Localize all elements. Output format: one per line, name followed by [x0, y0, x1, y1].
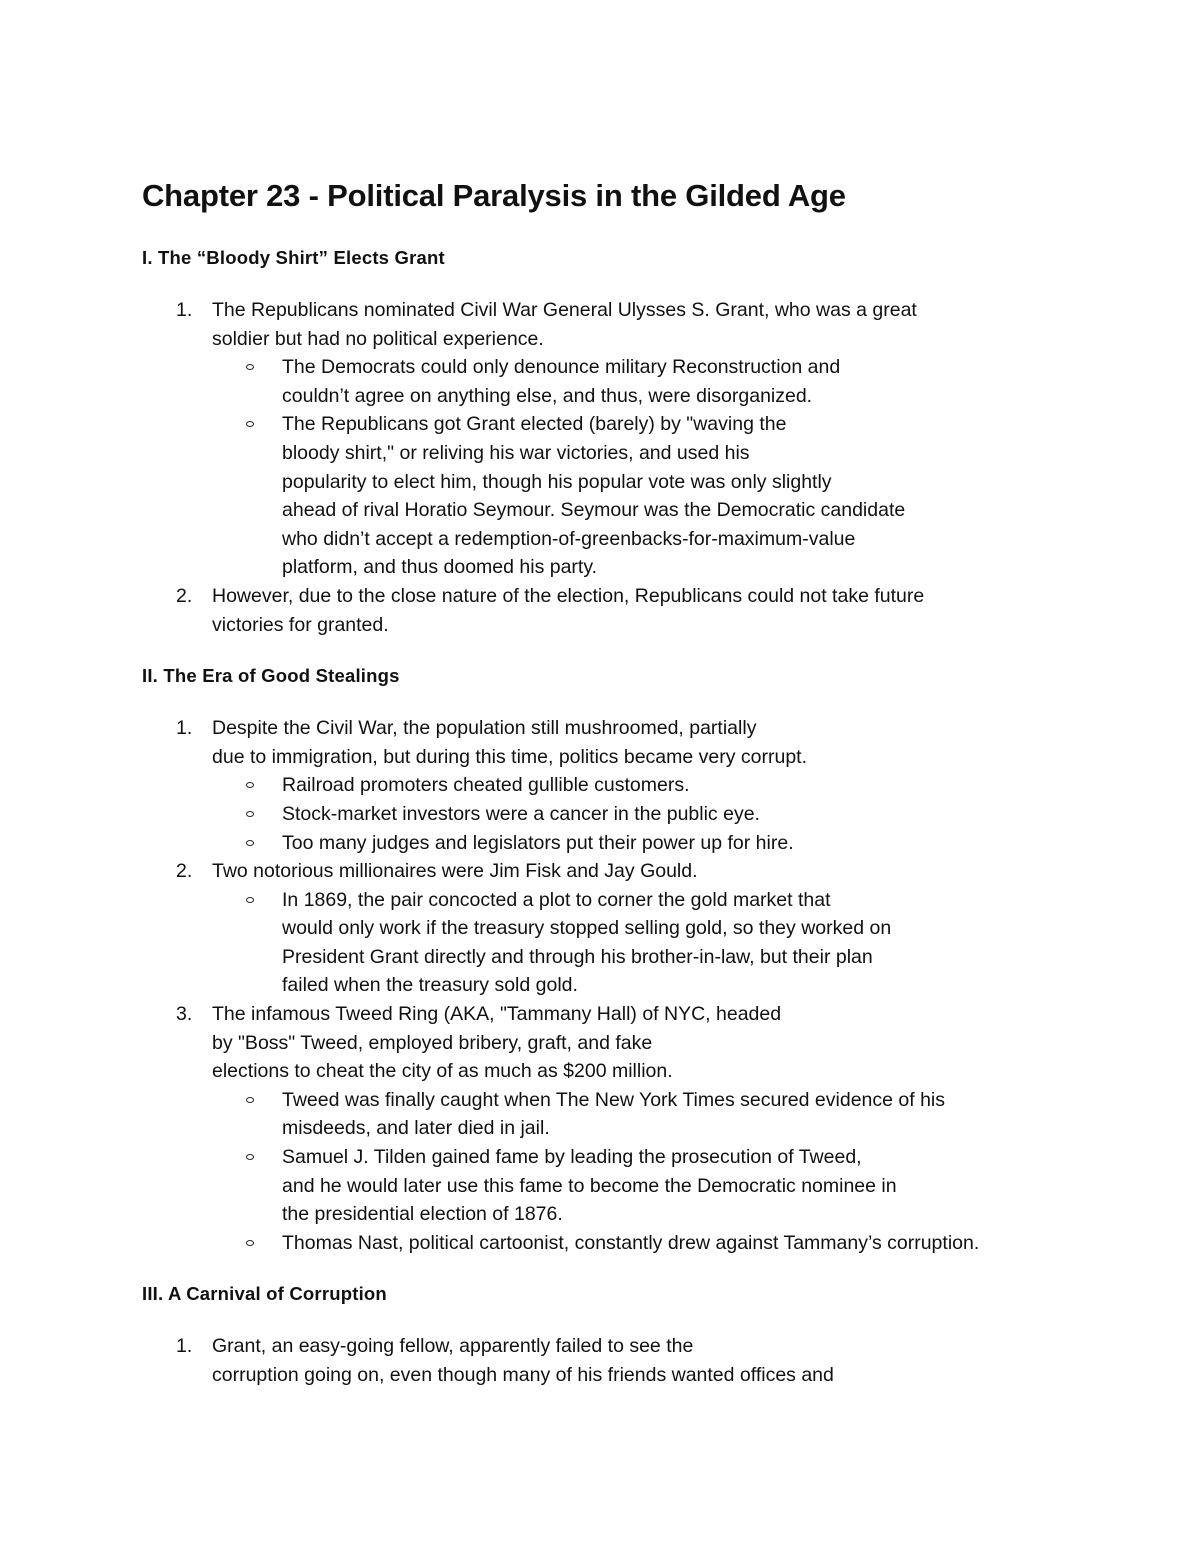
sub-bullet-line	[142, 410, 1082, 439]
hollow-bullet-icon	[246, 1154, 254, 1160]
sub-bullet-line	[142, 1114, 1082, 1143]
line-text: bloody shirt," or reliving his war victories, and used his	[282, 441, 750, 464]
numbered-item-line	[142, 1029, 1082, 1058]
sub-bullet-line	[142, 771, 1082, 800]
line-text: platform, and thus doomed his party.	[282, 556, 598, 579]
numbered-item-line	[142, 714, 1082, 743]
list-number: 1.	[176, 717, 193, 740]
hollow-bullet-icon	[246, 782, 254, 788]
sub-bullet-line	[142, 468, 1082, 497]
numbered-item-line	[142, 1000, 1082, 1029]
sub-bullet-line	[142, 1172, 1082, 1201]
section-heading: III. A Carnival of Corruption	[142, 1283, 387, 1305]
sub-bullet-line	[142, 553, 1082, 582]
numbered-item-line	[142, 582, 1082, 611]
line-text: Thomas Nast, political cartoonist, constantly drew against Tammany’s corruption.	[282, 1231, 980, 1254]
sub-bullet-line	[142, 1143, 1082, 1172]
hollow-bullet-icon	[246, 811, 254, 817]
sub-bullet-line	[142, 439, 1082, 468]
line-text: and he would later use this fame to become the Democratic nominee in	[282, 1174, 897, 1197]
line-text: Tweed was finally caught when The New York Times secured evidence of his	[282, 1088, 945, 1111]
numbered-item-line	[142, 1332, 1082, 1361]
line-text: popularity to elect him, though his popular vote was only slightly	[282, 470, 832, 493]
line-text: soldier but had no political experience.	[212, 327, 544, 350]
sub-bullet-line	[142, 353, 1082, 382]
section-heading: II. The Era of Good Stealings	[142, 665, 400, 687]
line-text: President Grant directly and through his brother-in-law, but their plan	[282, 945, 873, 968]
line-text: However, due to the close nature of the election, Republicans could not take future	[212, 584, 925, 607]
sub-bullet-line	[142, 1229, 1082, 1258]
numbered-item-line	[142, 296, 1082, 325]
sub-bullet-line	[142, 525, 1082, 554]
line-text: Two notorious millionaires were Jim Fisk and Jay Gould.	[212, 860, 698, 883]
list-number: 2.	[176, 584, 193, 607]
list-number: 1.	[176, 1335, 193, 1358]
line-text: due to immigration, but during this time, politics became very corrupt.	[212, 745, 808, 768]
hollow-bullet-icon	[246, 1240, 254, 1246]
line-text: would only work if the treasury stopped selling gold, so they worked on	[282, 917, 892, 940]
line-text: Too many judges and legislators put their power up for hire.	[282, 831, 794, 854]
line-text: Despite the Civil War, the population still mushroomed, partially	[212, 717, 757, 740]
document-page	[142, 176, 1082, 1390]
line-text: victories for granted.	[212, 613, 389, 636]
line-text: ahead of rival Horatio Seymour. Seymour was the Democratic candidate	[282, 499, 906, 522]
list-number: 1.	[176, 299, 193, 321]
line-text: Grant, an easy-going fellow, apparently failed to see the	[212, 1335, 694, 1358]
hollow-bullet-icon	[246, 364, 254, 370]
line-text: who didn’t accept a redemption-of-greenbacks-for-maximum-value	[282, 527, 856, 550]
sub-bullet-line	[142, 382, 1082, 411]
numbered-item-line	[142, 1361, 1082, 1390]
line-text: Stock-market investors were a cancer in the public eye.	[282, 802, 760, 825]
line-text: corruption going on, even though many of his friends wanted offices and	[212, 1364, 834, 1386]
hollow-bullet-icon	[246, 840, 254, 846]
sub-bullet-line	[142, 1200, 1082, 1229]
numbered-item-line	[142, 611, 1082, 640]
numbered-item-line	[142, 743, 1082, 772]
line-text: by "Boss" Tweed, employed bribery, graft, and fake	[212, 1031, 653, 1054]
hollow-bullet-icon	[246, 897, 254, 903]
section-heading: I. The “Bloody Shirt” Elects Grant	[142, 247, 445, 268]
document-body	[142, 244, 1082, 1390]
list-number: 3.	[176, 1003, 193, 1026]
line-text: The Republicans got Grant elected (barely) by "waving the	[282, 413, 787, 436]
numbered-item-line	[142, 325, 1082, 354]
line-text: The Republicans nominated Civil War General Ulysses S. Grant, who was a great	[212, 299, 917, 321]
sub-bullet-line	[142, 943, 1082, 972]
line-text: In 1869, the pair concocted a plot to corner the gold market that	[282, 888, 831, 911]
line-text: failed when the treasury sold gold.	[282, 974, 578, 997]
sub-bullet-line	[142, 1086, 1082, 1115]
document-title: Chapter 23 - Political Paralysis in the Gilded Age	[142, 178, 846, 213]
sub-bullet-line	[142, 886, 1082, 915]
list-number: 2.	[176, 860, 193, 883]
line-text: Railroad promoters cheated gullible customers.	[282, 774, 690, 797]
heading-spacer	[142, 690, 1082, 714]
sub-bullet-line	[142, 829, 1082, 858]
numbered-item-line	[142, 857, 1082, 886]
sub-bullet-line	[142, 496, 1082, 525]
hollow-bullet-icon	[246, 1097, 254, 1103]
line-text: elections to cheat the city of as much as $200 million.	[212, 1060, 673, 1083]
section-spacer	[142, 639, 1082, 662]
sub-bullet-line	[142, 800, 1082, 829]
section-spacer	[142, 1257, 1082, 1280]
line-text: The Democrats could only denounce military Reconstruction and	[282, 356, 841, 379]
sub-bullet-line	[142, 971, 1082, 1000]
line-text: The infamous Tweed Ring (AKA, "Tammany Hall) of NYC, headed	[212, 1003, 782, 1026]
line-text: the presidential election of 1876.	[282, 1203, 563, 1226]
heading-spacer	[142, 1308, 1082, 1332]
numbered-item-line	[142, 1057, 1082, 1086]
line-text: Samuel J. Tilden gained fame by leading the prosecution of Tweed,	[282, 1146, 862, 1169]
sub-bullet-line	[142, 914, 1082, 943]
hollow-bullet-icon	[246, 421, 254, 427]
heading-spacer	[142, 272, 1082, 296]
line-text: misdeeds, and later died in jail.	[282, 1117, 550, 1140]
line-text: couldn’t agree on anything else, and thus, were disorganized.	[282, 384, 813, 407]
